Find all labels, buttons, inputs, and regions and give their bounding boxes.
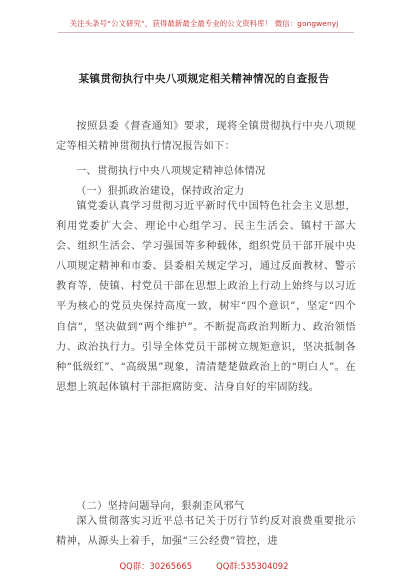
intro-paragraph: 按照县委《督查通知》要求，现将全镇贯彻执行中央八项规定等相关精神贯彻执行情况报告如下： — [56, 121, 356, 153]
paragraph-2: 深入贯彻落实习近平总书记关于厉行节约反对浪费重要批示精神，从源头上着手，加强“三公经费”管控，进 — [56, 516, 356, 548]
document-title: 某镇贯彻执行中央八项规定相关精神情况的自查报告 — [78, 73, 330, 85]
footer-qq-group-1: QQ群：30265665 — [119, 561, 193, 571]
section-heading-1: 一、贯彻执行中央八项规定精神总体情况 — [76, 166, 266, 177]
subsection-heading-1: （一）狠抓政治建设，保持政治定力 — [76, 186, 245, 197]
header-divider — [58, 32, 354, 33]
footer-qq-group-2: QQ群:535304092 — [216, 561, 289, 571]
header-banner: 关注头条号“公文研究”，获得最新最全最专业的公文资料库！ 微信：gongwenyj — [69, 19, 339, 28]
footer-contact — [0, 560, 408, 572]
paragraph-1: 镇党委认真学习贯彻习近平新时代中国特色社会主义思想，利用党委扩大会、理论中心组学习、民主生活会、镇村干部大会、组织生活会、学习强国等多种载体，组织党员干部开展中央八项规定精神和市委、县委相关规定学习，通过反面教材、警示教育等，使镇、村党员干部在思想上政治上行动上始终与以习近平为核心的党员央保持高度一致，树牢“四个意识”，坚定“四个自信”，坚决做到“两个维护”。不断提高政治判断力、政治领悟力、政治执行力。引导全体党员干部树立规矩意识，坚决抵制各种“低级红”、“高级黑”现象，清清楚楚做政治上的“明白人”。在思想上筑起体镇村干部拒腐防变、洁身自好的牢固防线。 — [56, 201, 356, 393]
subsection-heading-2: （二）坚持问题导向，狠刹歪风邪气 — [76, 501, 245, 512]
